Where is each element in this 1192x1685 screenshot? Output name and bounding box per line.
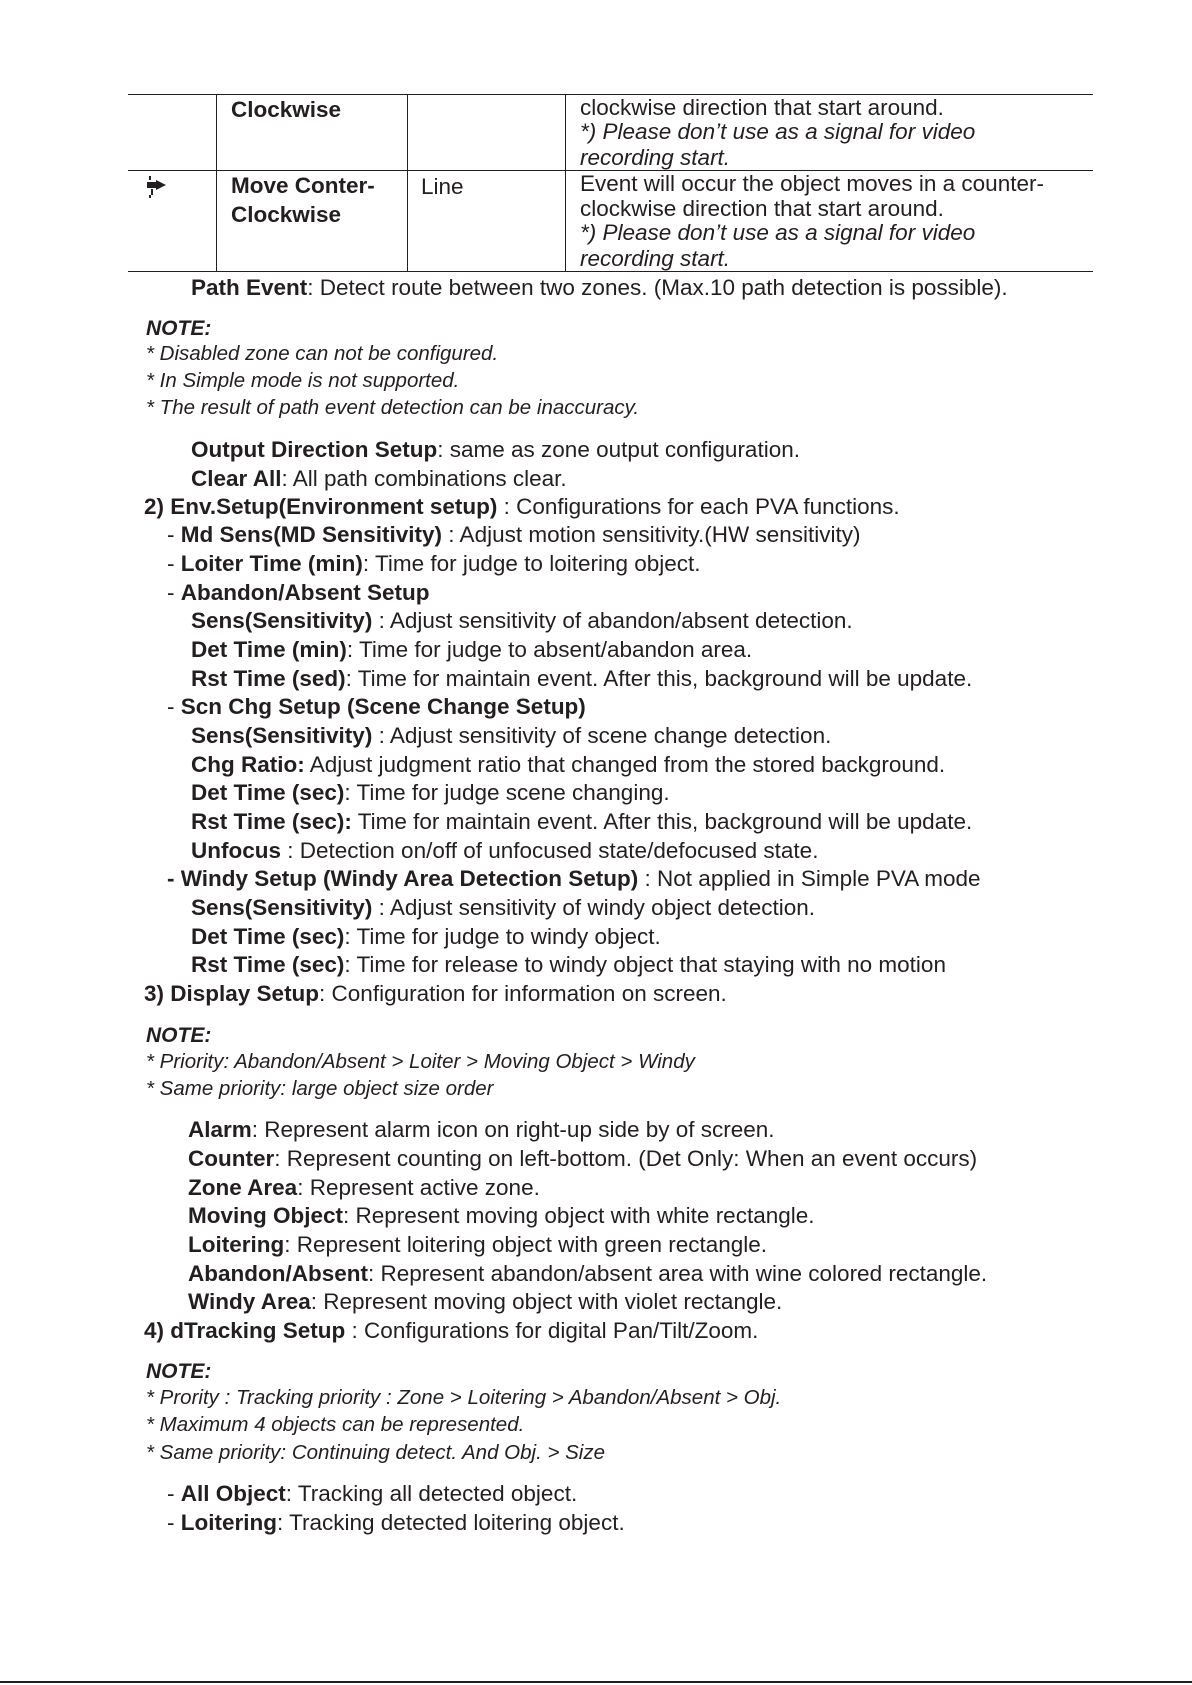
term-text: : Adjust sensitivity of scene change detection.: [372, 723, 832, 748]
term-label: Loitering: [180, 1510, 277, 1535]
abandon-setup-line: [167, 580, 430, 606]
term-label: Loiter Time (min): [180, 551, 363, 576]
windy-sens-line: [191, 895, 815, 921]
bullet: -: [167, 694, 181, 719]
term-text: : Tracking all detected object.: [285, 1481, 578, 1506]
alarm-line: [188, 1117, 775, 1143]
zone-area-line: [188, 1175, 540, 1201]
section-text: : Configurations for each PVA functions.: [497, 494, 900, 519]
term-label: Chg Ratio:: [191, 752, 305, 777]
windy-rst-time-line: [191, 952, 946, 978]
bullet: -: [167, 580, 181, 605]
windy-setup-line: [167, 866, 981, 892]
term-label: Alarm: [188, 1117, 252, 1142]
term-label: Det Time (sec): [191, 924, 345, 949]
term-label: Path Event: [191, 275, 308, 300]
all-object-line: [167, 1481, 577, 1507]
term-text: : Represent moving object with violet rectangle.: [310, 1289, 783, 1314]
note-line: * The result of path event detection can be inaccuracy.: [146, 396, 640, 419]
term-text: : Time for judge to loitering object.: [362, 551, 701, 576]
term-text: : Tracking detected loitering object.: [277, 1510, 625, 1535]
term-text: : same as zone output configuration.: [437, 437, 800, 462]
md-sens-line: [167, 522, 860, 548]
clear-all-line: [191, 466, 567, 492]
page-bottom-rule: [0, 1681, 1192, 1683]
term-text: : Not applied in Simple PVA mode: [638, 866, 981, 891]
note-heading: NOTE:: [146, 317, 212, 340]
term-label: Det Time (sec): [191, 780, 345, 805]
scene-sens-line: [191, 723, 831, 749]
table-cell-name: Clockwise: [231, 202, 342, 227]
term-label: Loitering: [188, 1232, 285, 1257]
scene-det-time-line: [191, 780, 670, 806]
path-event-line: [191, 275, 1008, 301]
term-text: : Time for maintain event. After this, background will be update.: [345, 666, 973, 691]
scene-chg-ratio-line: [191, 752, 945, 778]
term-text: Time for maintain event. After this, background will be update.: [351, 809, 973, 834]
term-text: : All path combinations clear.: [281, 466, 567, 491]
table-cell-note: recording start.: [580, 145, 731, 170]
term-text: : Represent abandon/absent area with wine colored rectangle.: [368, 1261, 988, 1286]
term-text: : Time for judge to absent/abandon area.: [346, 637, 753, 662]
note-line: * Disabled zone can not be configured.: [146, 342, 499, 365]
term-label: Rst Time (sec):: [191, 809, 352, 834]
scene-unfocus-line: [191, 838, 818, 864]
scene-change-setup-line: [167, 694, 586, 720]
term-label: Counter: [188, 1146, 275, 1171]
term-text: : Time for release to windy object that staying with no motion: [344, 952, 946, 977]
term-label: Moving Object: [188, 1203, 344, 1228]
note-line: * Same priority: Continuing detect. And Obj. > Size: [146, 1441, 606, 1464]
term-label: Abandon/Absent Setup: [180, 580, 430, 605]
abandon-det-time-line: [191, 637, 752, 663]
tracking-loitering-line: [167, 1510, 625, 1536]
term-text: : Detect route between two zones. (Max.10 path detection is possible).: [307, 275, 1008, 300]
table-cell-type: Line: [421, 174, 464, 199]
term-label: Clear All: [191, 466, 282, 491]
term-text: : Represent moving object with white rectangle.: [343, 1203, 815, 1228]
loitering-line: [188, 1232, 767, 1258]
term-label: Sens(Sensitivity): [191, 608, 373, 633]
abandon-absent-line: [188, 1261, 987, 1287]
term-text: : Adjust motion sensitivity.(HW sensitivity): [442, 522, 861, 547]
bullet: -: [167, 1510, 181, 1535]
output-direction-line: [191, 437, 800, 463]
table-col-divider: [216, 94, 217, 272]
counter-line: [188, 1146, 977, 1172]
moving-object-line: [188, 1203, 815, 1229]
dtracking-setup-heading: [144, 1318, 758, 1344]
display-setup-heading: [144, 981, 727, 1007]
table-cell-name: Clockwise: [231, 97, 342, 122]
note-line: * Prority : Tracking priority : Zone > Loitering > Abandon/Absent > Obj.: [146, 1386, 782, 1409]
term-label: Det Time (min): [191, 637, 347, 662]
term-label: All Object: [180, 1481, 286, 1506]
section-text: : Configurations for digital Pan/Tilt/Zoom.: [345, 1318, 759, 1343]
section-text: : Configuration for information on screen.: [319, 981, 727, 1006]
section-label: 4) dTracking Setup: [144, 1318, 346, 1343]
term-label: Md Sens(MD Sensitivity): [180, 522, 443, 547]
term-text: : Time for judge scene changing.: [344, 780, 670, 805]
term-label: Output Direction Setup: [191, 437, 438, 462]
note-line: * Priority: Abandon/Absent > Loiter > Moving Object > Windy: [146, 1050, 695, 1073]
term-text: : Represent alarm icon on right-up side by of screen.: [251, 1117, 775, 1142]
term-label: - Windy Setup (Windy Area Detection Setup): [167, 866, 639, 891]
term-label: Unfocus: [191, 838, 281, 863]
table-cell-name: Move Conter-: [231, 173, 375, 198]
term-text: : Adjust sensitivity of abandon/absent detection.: [372, 608, 853, 633]
table-cell-desc: clockwise direction that start around.: [580, 196, 944, 221]
term-label: Sens(Sensitivity): [191, 895, 373, 920]
term-label: Abandon/Absent: [188, 1261, 368, 1286]
counter-clockwise-move-icon: [146, 174, 170, 209]
env-setup-heading: [144, 494, 900, 520]
windy-det-time-line: [191, 924, 661, 950]
note-heading: NOTE:: [146, 1360, 212, 1383]
note-heading: NOTE:: [146, 1024, 212, 1047]
bullet: -: [167, 551, 181, 576]
term-text: : Represent active zone.: [297, 1175, 540, 1200]
scene-rst-time-line: [191, 809, 972, 835]
abandon-sens-line: [191, 608, 853, 634]
term-text: : Represent counting on left-bottom. (Det Only: When an event occurs): [274, 1146, 978, 1171]
term-text: : Time for judge to windy object.: [344, 924, 661, 949]
bullet: -: [167, 1481, 181, 1506]
table-bottom-rule: [128, 271, 1093, 272]
table-cell-desc: clockwise direction that start around.: [580, 95, 944, 120]
term-label: Scn Chg Setup (Scene Change Setup): [180, 694, 586, 719]
table-cell-note: *) Please don’t use as a signal for video: [580, 220, 976, 245]
note-line: * Same priority: large object size order: [146, 1077, 494, 1100]
term-label: Rst Time (sed): [191, 666, 346, 691]
term-text: Adjust judgment ratio that changed from the stored background.: [304, 752, 946, 777]
note-line: * Maximum 4 objects can be represented.: [146, 1413, 525, 1436]
abandon-rst-time-line: [191, 666, 972, 692]
bullet: -: [167, 522, 181, 547]
table-cell-note: *) Please don’t use as a signal for video: [580, 119, 976, 144]
table-col-divider: [565, 94, 566, 272]
loiter-time-line: [167, 551, 701, 577]
term-label: Windy Area: [188, 1289, 311, 1314]
note-line: * In Simple mode is not supported.: [146, 369, 460, 392]
term-label: Sens(Sensitivity): [191, 723, 373, 748]
table-cell-desc: Event will occur the object moves in a counter-: [580, 171, 1044, 196]
term-text: : Adjust sensitivity of windy object detection.: [372, 895, 816, 920]
section-label: 2) Env.Setup(Environment setup): [144, 494, 498, 519]
table-cell-note: recording start.: [580, 246, 731, 271]
table-col-divider: [407, 94, 408, 272]
term-text: : Represent loitering object with green rectangle.: [284, 1232, 768, 1257]
section-label: 3) Display Setup: [144, 981, 320, 1006]
windy-area-line: [188, 1289, 782, 1315]
term-label: Zone Area: [188, 1175, 298, 1200]
term-label: Rst Time (sec): [191, 952, 345, 977]
term-text: : Detection on/off of unfocused state/defocused state.: [281, 838, 819, 863]
